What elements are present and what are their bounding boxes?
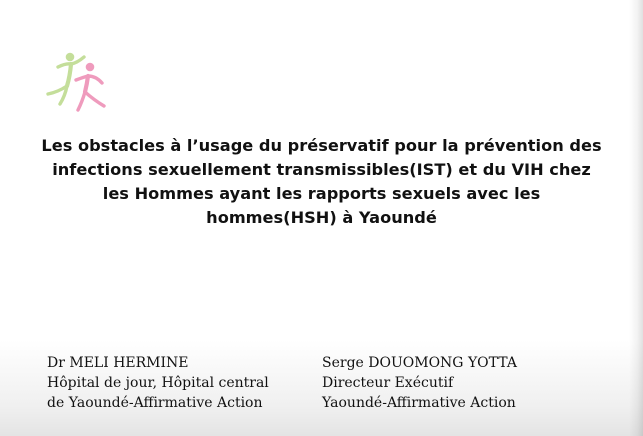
author-affiliation: de Yaoundé-Affirmative Action [47, 395, 263, 411]
author-name: Dr MELI HERMINE [47, 355, 189, 371]
title-line: les Hommes ayant les rapports sexuels avec les [102, 184, 541, 203]
two-dancing-figures-icon [40, 50, 112, 116]
author-block-left [47, 353, 269, 413]
title-line: Les obstacles à l’usage du préservatif pour la prévention des [41, 136, 602, 155]
figure-pink [76, 63, 104, 110]
title-line: hommes(HSH) à Yaoundé [206, 208, 437, 227]
title-line: infections sexuellement transmissibles(IST) et du VIH chez [52, 160, 591, 179]
author-affiliation: Hôpital de jour, Hôpital central [47, 375, 269, 391]
author-name: Serge DOUOMONG YOTTA [322, 355, 517, 371]
slide-edge-shadow [629, 0, 643, 436]
slide-title [40, 134, 603, 230]
author-affiliation: Yaoundé-Affirmative Action [322, 395, 516, 411]
author-block-right [322, 353, 517, 413]
author-role: Directeur Exécutif [322, 375, 454, 391]
